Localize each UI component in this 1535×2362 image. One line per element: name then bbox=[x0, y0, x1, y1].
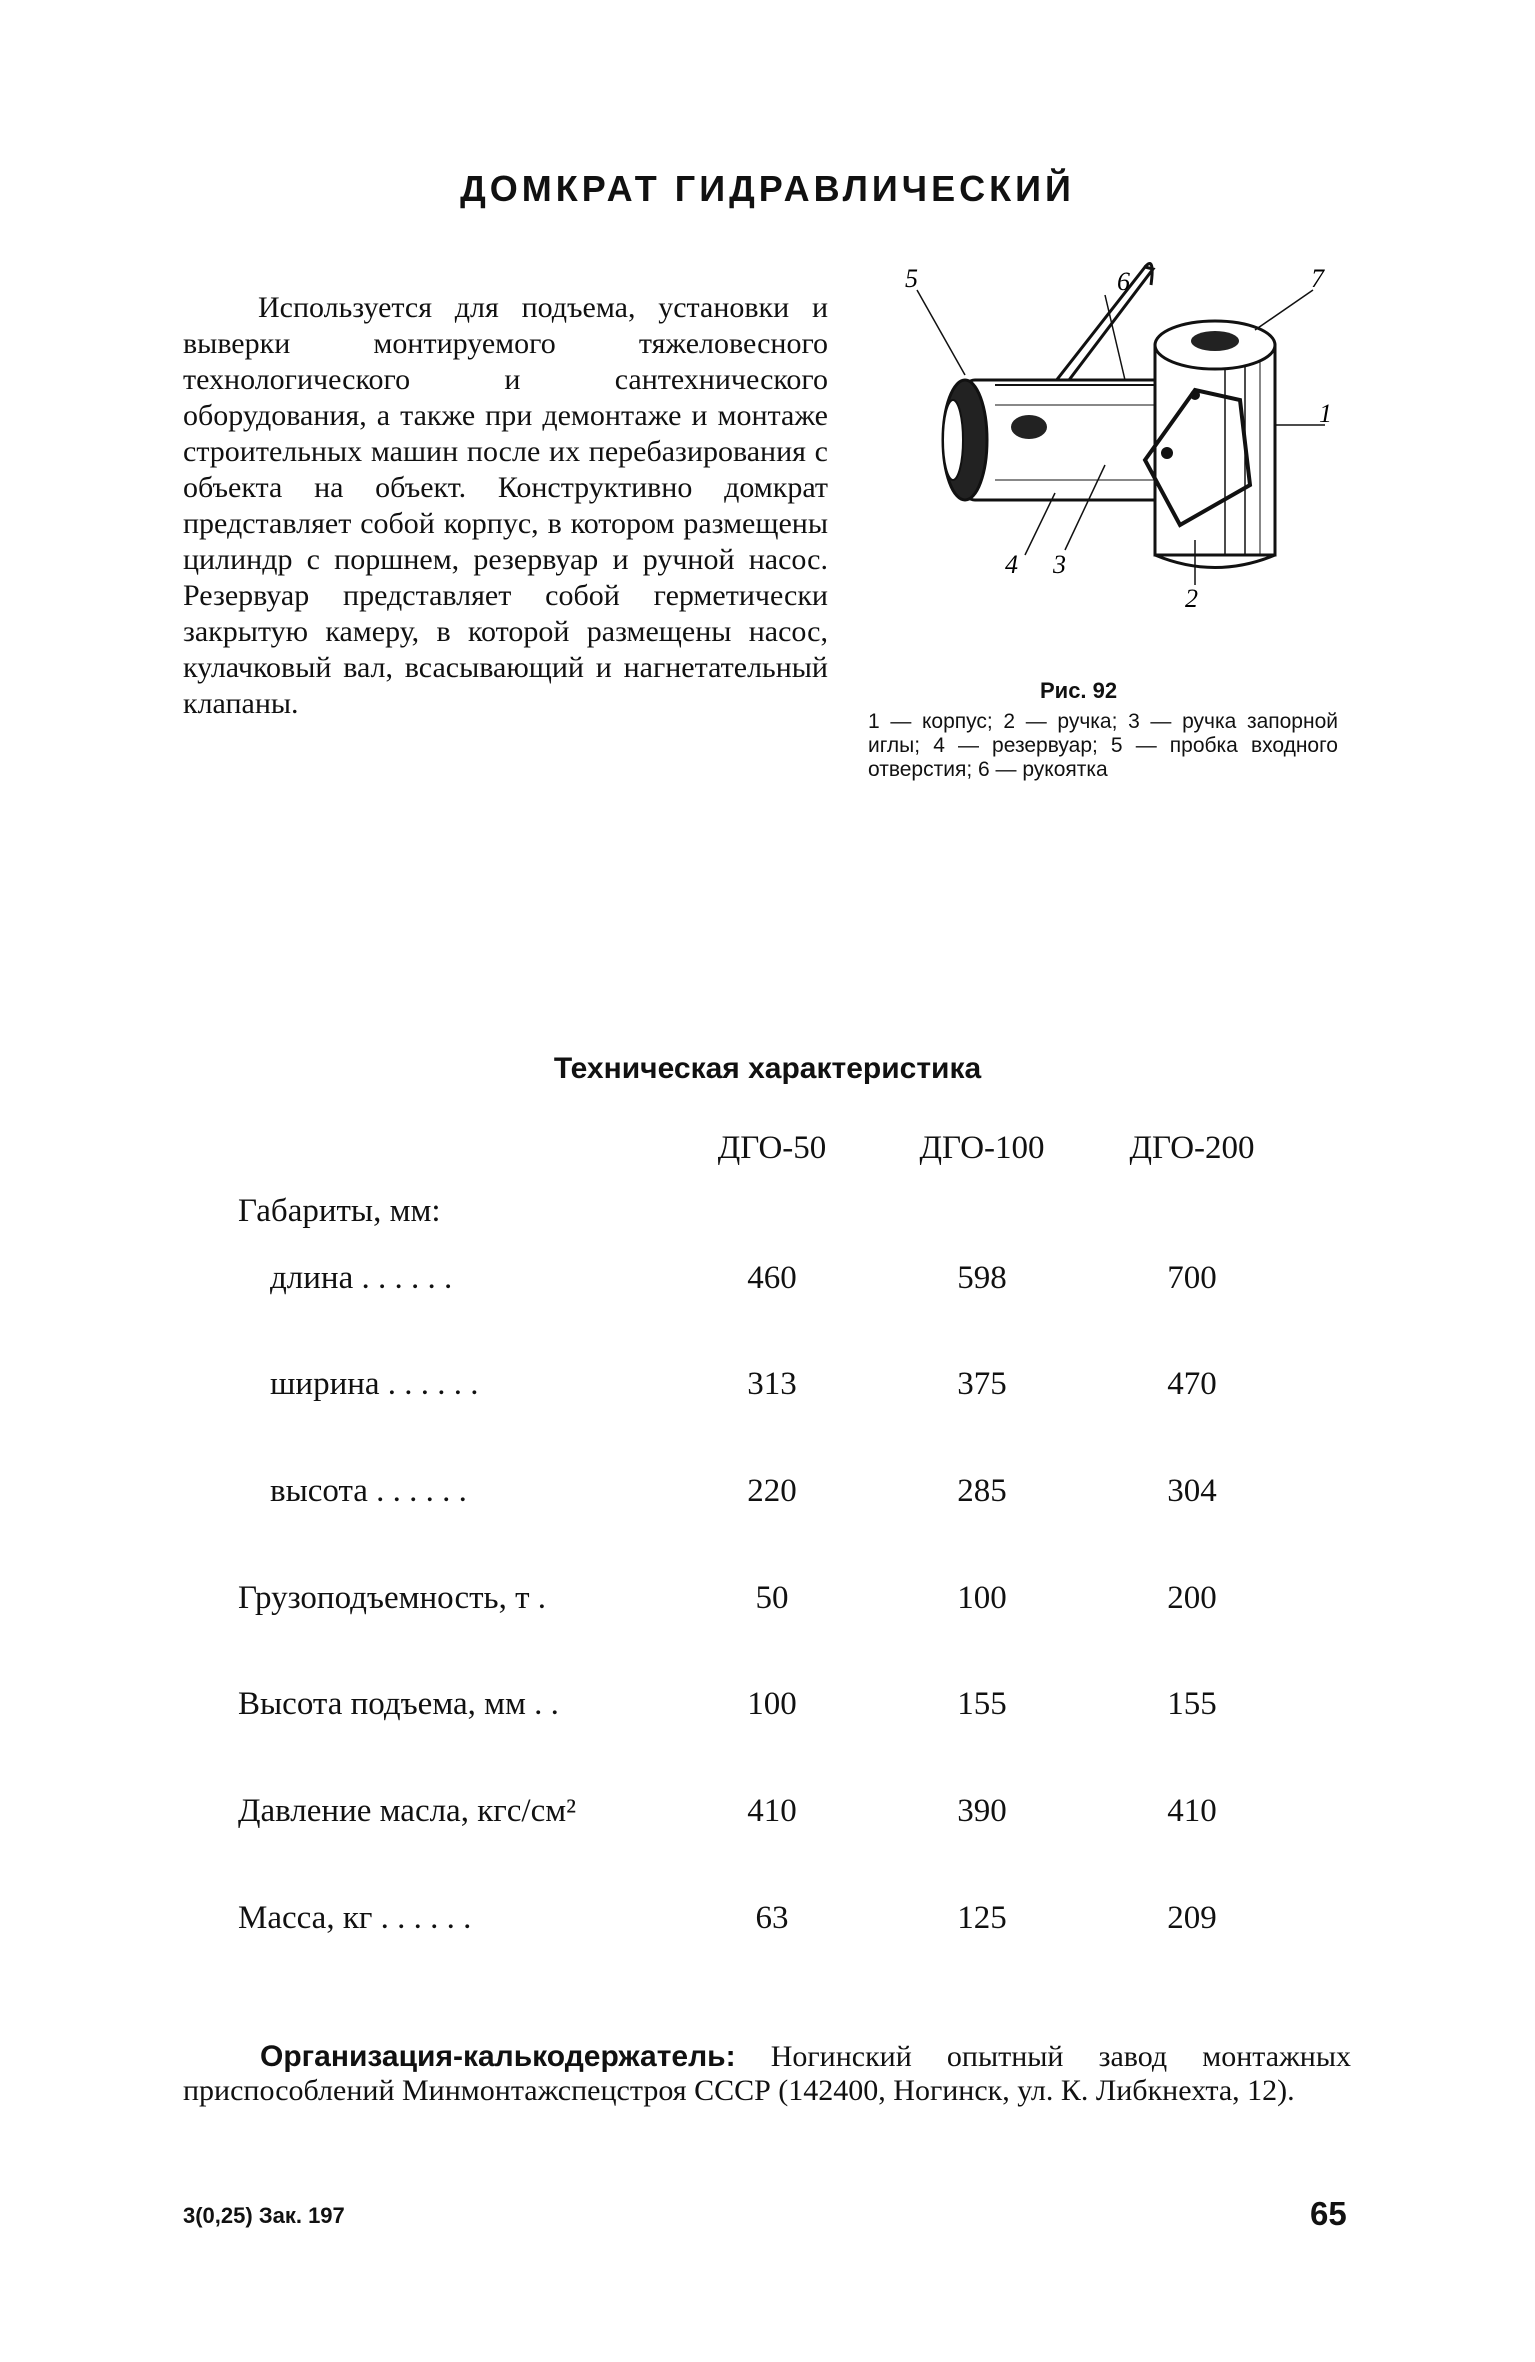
specs-title: Техническая характеристика bbox=[553, 1052, 982, 1085]
callout-3: 3 bbox=[1053, 550, 1066, 579]
spec-value: 304 bbox=[1167, 1473, 1217, 1509]
spec-value: 50 bbox=[755, 1580, 789, 1616]
spec-label: высота . . . . . . bbox=[270, 1473, 467, 1509]
callout-2: 2 bbox=[1185, 584, 1198, 613]
callout-4: 4 bbox=[1005, 550, 1018, 579]
spec-row bbox=[0, 1686, 1535, 1726]
spec-row bbox=[0, 1580, 1535, 1620]
spec-row bbox=[0, 1900, 1535, 1940]
spec-row bbox=[0, 1473, 1535, 1513]
callout-7: 7 bbox=[1311, 264, 1324, 293]
callout-5: 5 bbox=[905, 264, 918, 293]
spec-value: 700 bbox=[1167, 1260, 1217, 1296]
spec-value: 598 bbox=[957, 1260, 1007, 1296]
spec-value: 100 bbox=[957, 1580, 1007, 1616]
spec-value: 200 bbox=[1167, 1580, 1217, 1616]
spec-value: 63 bbox=[755, 1900, 789, 1936]
spec-value: 125 bbox=[957, 1900, 1007, 1936]
spec-row bbox=[0, 1366, 1535, 1406]
spec-label: Грузоподъемность, т . bbox=[238, 1580, 547, 1616]
spec-row bbox=[0, 1260, 1535, 1300]
organization-note bbox=[183, 2040, 1351, 2108]
spec-label: Масса, кг . . . . . . bbox=[238, 1900, 472, 1936]
dimensions-group-label: Габариты, мм: bbox=[238, 1193, 441, 1229]
spec-value: 390 bbox=[957, 1793, 1007, 1829]
spec-label: Высота подъема, мм . . bbox=[238, 1686, 559, 1722]
organization-note-label: Организация-калькодержатель: bbox=[260, 2040, 736, 2073]
hydraulic-jack-illustration bbox=[905, 255, 1335, 675]
model-header: ДГО-200 bbox=[1129, 1130, 1255, 1166]
spec-value: 470 bbox=[1167, 1366, 1217, 1402]
spec-value: 209 bbox=[1167, 1900, 1217, 1936]
spec-value: 313 bbox=[747, 1366, 797, 1402]
callout-6: 6 bbox=[1117, 267, 1130, 296]
spec-value: 100 bbox=[747, 1686, 797, 1722]
model-header: ДГО-50 bbox=[717, 1130, 827, 1166]
spec-value: 410 bbox=[747, 1793, 797, 1829]
spec-value: 410 bbox=[1167, 1793, 1217, 1829]
page-title: ДОМКРАТ ГИДРАВЛИЧЕСКИЙ bbox=[460, 168, 1075, 209]
spec-label: длина . . . . . . bbox=[270, 1260, 453, 1296]
spec-value: 285 bbox=[957, 1473, 1007, 1509]
intro-paragraph: Используется для подъема, установки и выверки монтируемого тяжеловесного технологического и сантехнического оборудования, а также при демонтаже и монтаже строительных машин после их перебазирования с объекта на объект. Конструктивно домкрат представляет собой корпус, в котором размещены цилиндр с поршнем, резервуар и ручной насос. Резервуар представляет собой герметически закрытую камеру, в которой размещены насос, кулачковый вал, всасывающий и нагнетательный клапаны. bbox=[183, 291, 828, 720]
callout-1: 1 bbox=[1319, 399, 1332, 428]
spec-label: ширина . . . . . . bbox=[270, 1366, 479, 1402]
spec-label: Давление масла, кгс/см² bbox=[238, 1793, 577, 1829]
spec-row bbox=[0, 1793, 1535, 1833]
figure-caption: 1 — корпус; 2 — ручка; 3 — ручка запорной иглы; 4 — резервуар; 5 — пробка входного отверстия; 6 — рукоятка bbox=[868, 710, 1338, 781]
model-header: ДГО-100 bbox=[919, 1130, 1045, 1166]
organization-note-text: Ногинский опытный завод монтажных приспособлений Минмонтажспецстроя СССР (142400, Ногинск, ул. К. Либкнехта, 12). bbox=[183, 2040, 1352, 2107]
spec-value: 460 bbox=[747, 1260, 797, 1296]
page-number: 65 bbox=[1310, 2195, 1347, 2232]
spec-value: 220 bbox=[747, 1473, 797, 1509]
spec-value: 155 bbox=[1167, 1686, 1217, 1722]
spec-value: 155 bbox=[957, 1686, 1007, 1722]
figure-title: Рис. 92 bbox=[1040, 678, 1118, 703]
print-info: 3(0,25) Зак. 197 bbox=[183, 2203, 345, 2228]
spec-value: 375 bbox=[957, 1366, 1007, 1402]
